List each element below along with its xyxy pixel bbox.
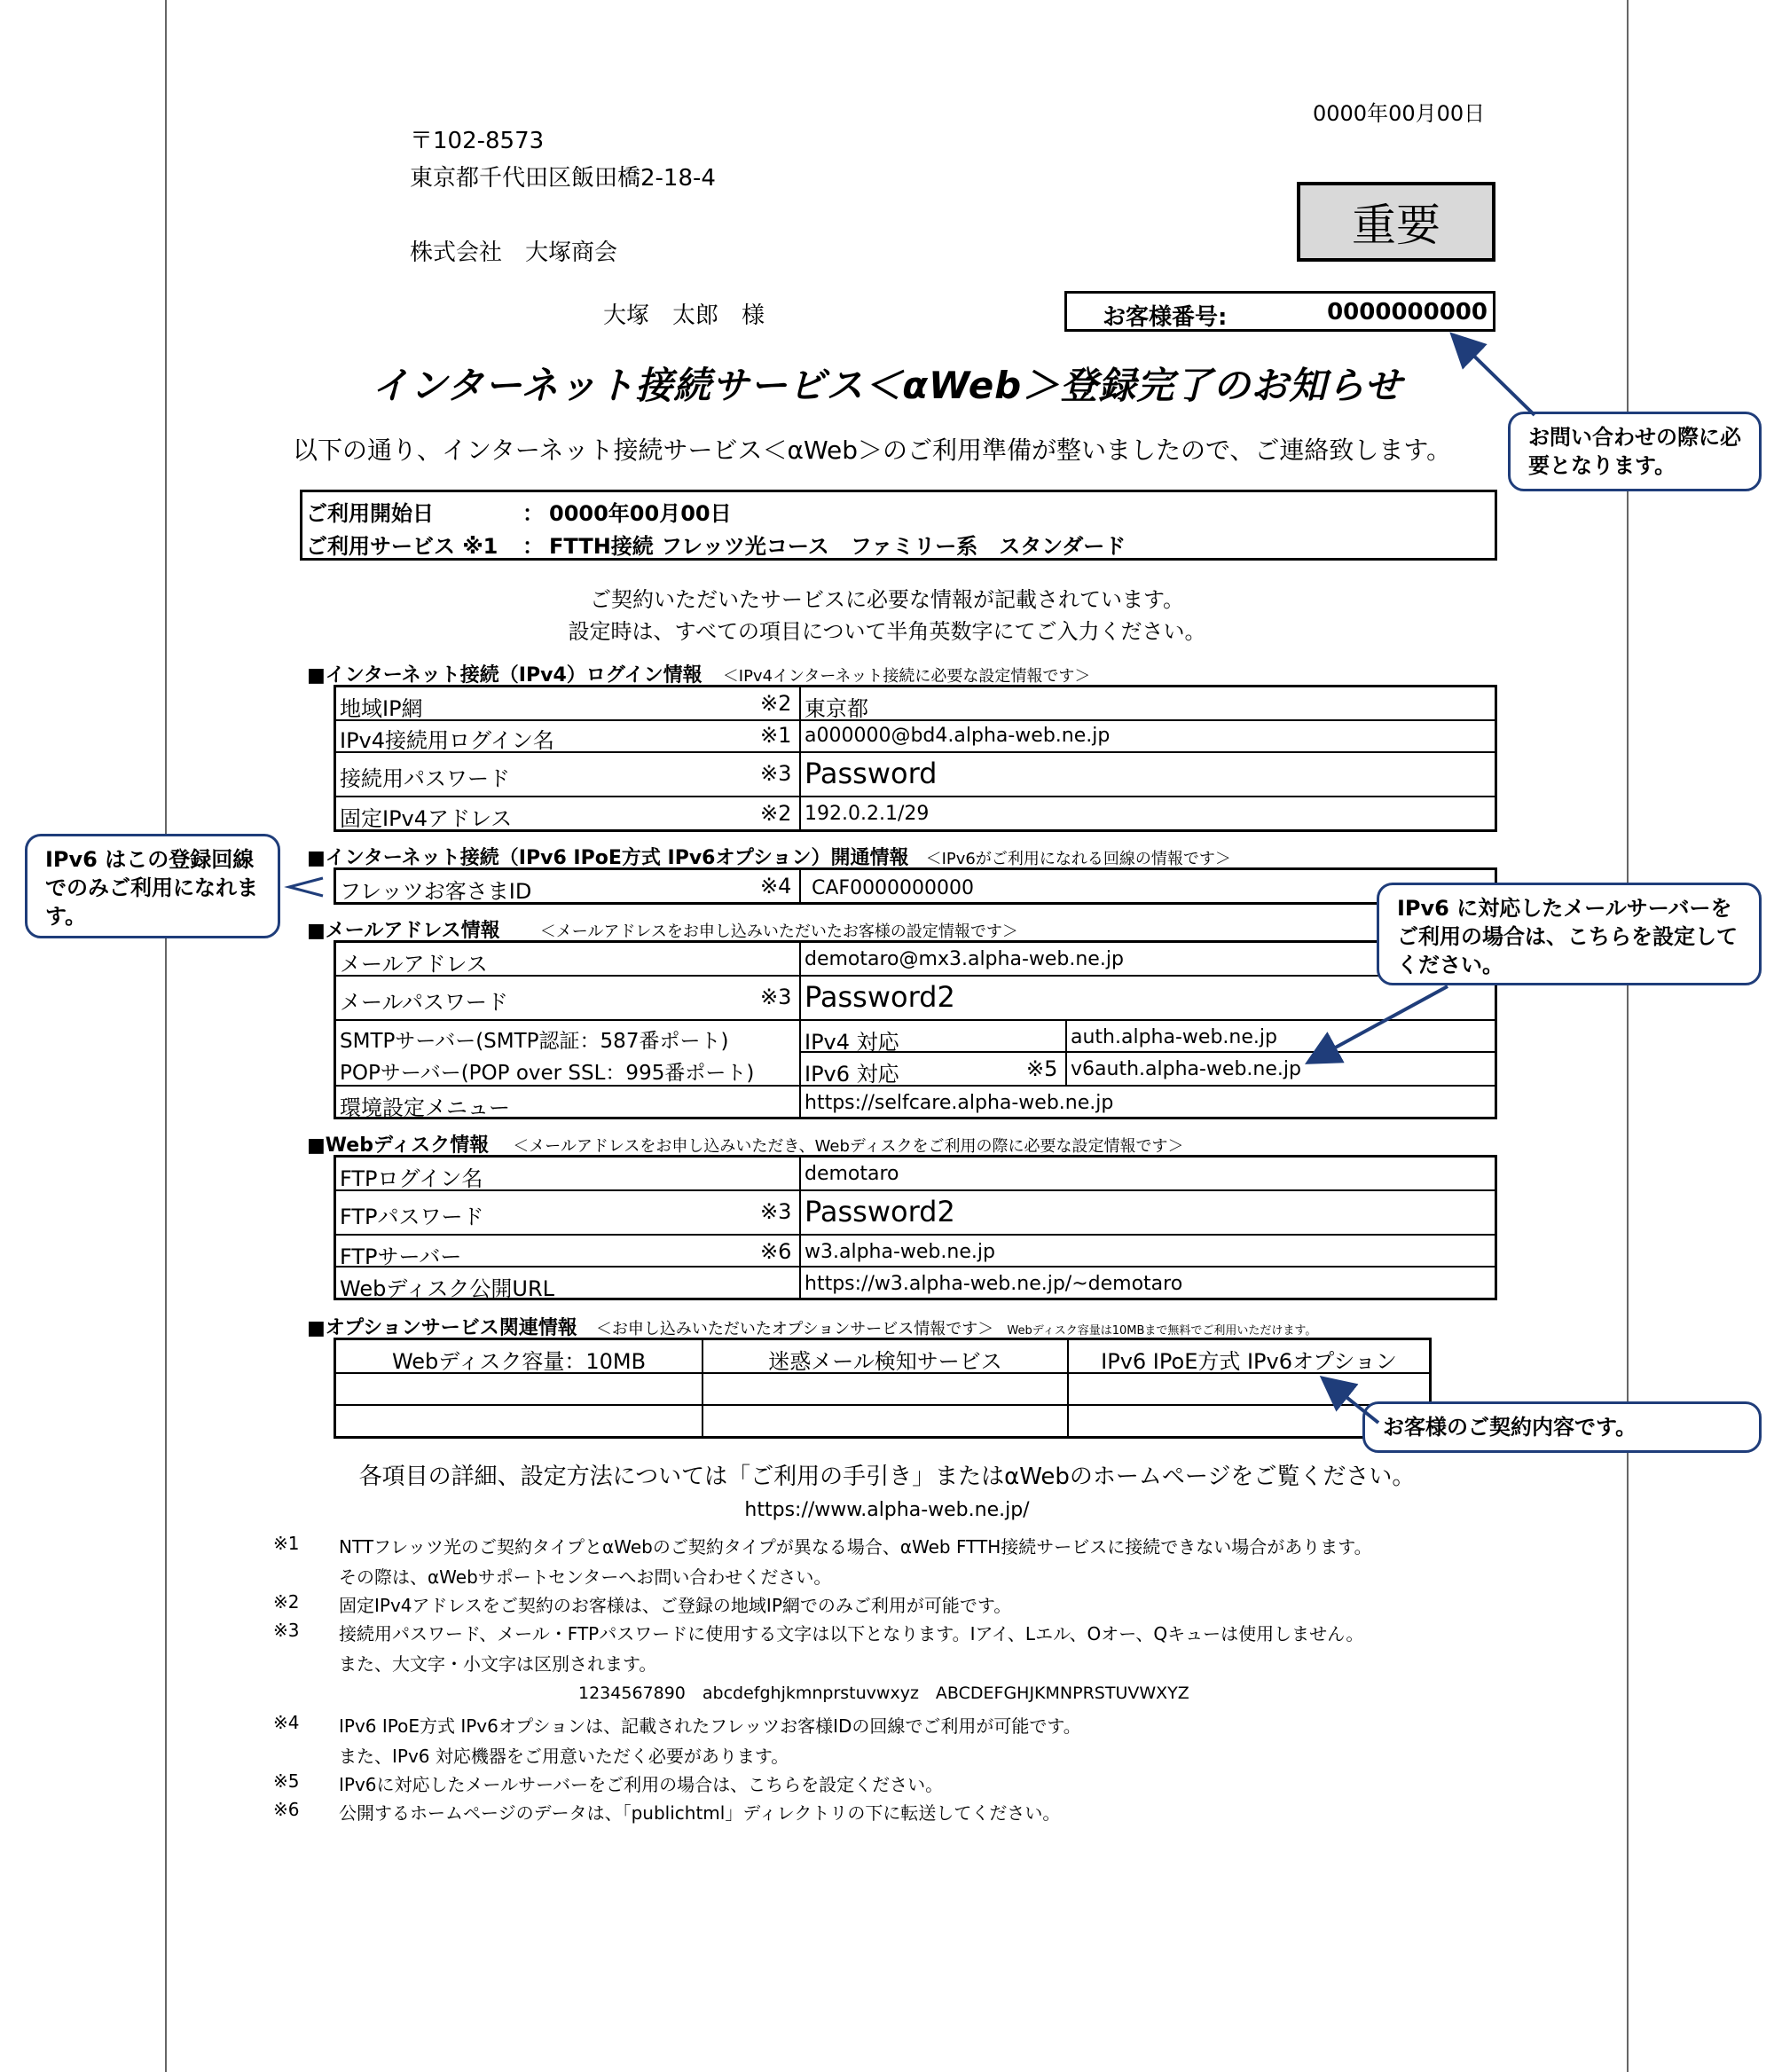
ipv6-heading-sub: ＜IPv6がご利用になれる回線の情報です＞	[925, 850, 1231, 868]
ipv4-table	[334, 685, 1497, 832]
mail-heading-text: ■メールアドレス情報	[307, 920, 500, 942]
password-chars: 1234567890 abcdefghjkmnprstuvwxyz ABCDEFGHJKMNPRSTUVWXYZ	[578, 1684, 1189, 1703]
webdisk-note: ※3	[760, 1199, 792, 1224]
note-line: 接続用パスワード、メール・FTPパスワードに使用する文字は以下となります。Iアイ、Lエル、Oオー、Qキューは使用しません。	[339, 1623, 1364, 1644]
mail-table	[334, 940, 1497, 1119]
note-line: その際は、αWebサポートセンターへお問い合わせください。	[339, 1566, 832, 1588]
ipv6-server-value: v6auth.alpha-web.ne.jp	[1071, 1058, 1301, 1080]
option-heading	[307, 1313, 1316, 1340]
start-date-value: 0000年00月00日	[549, 501, 732, 526]
ipv4-value: a000000@bd4.alpha-web.ne.jp	[805, 725, 1111, 747]
mail-password-label: メールパスワード	[340, 990, 508, 1015]
customer-number-value: 0000000000	[1327, 299, 1487, 326]
webdisk-heading-sub: ＜メールアドレスをお申し込みいただき、Webディスクをご利用の際に必要な設定情報です＞	[513, 1137, 1184, 1156]
ipv4-value: Password	[805, 757, 938, 790]
ipv6-heading	[307, 843, 1231, 870]
mail-password-value: Password2	[805, 980, 955, 1014]
note-mark: ※3	[273, 1620, 300, 1641]
webdisk-label: Webディスク公開URL	[340, 1276, 555, 1301]
ipv4-heading-text: ■インターネット接続（IPv4）ログイン情報	[307, 664, 703, 687]
ipv4-server-label: IPv4 対応	[805, 1030, 899, 1055]
ipv4-heading-sub: ＜IPv4インターネット接続に必要な設定情報です＞	[722, 667, 1091, 686]
ipv6-label: フレッツお客さまID	[340, 879, 532, 904]
webdisk-label: FTPサーバー	[340, 1244, 462, 1269]
ipv4-label: 接続用パスワード	[340, 766, 510, 791]
postal-code: 〒102-8573	[410, 128, 545, 154]
detail-text: 各項目の詳細、設定方法については「ご利用の手引き」またはαWebのホームページをご覧ください。	[358, 1464, 1416, 1490]
document-title: インターネット接続サービス＜αWeb＞登録完了のお知らせ	[371, 364, 1402, 407]
notice-line-2: 設定時は、すべての項目について半角英数字にてご入力ください。	[568, 619, 1206, 644]
mail-address-label: メールアドレス	[340, 952, 488, 977]
webdisk-table	[334, 1155, 1497, 1300]
recipient-name: 大塚 太郎 様	[603, 302, 765, 329]
note-line: NTTフレッツ光のご契約タイプとαWebのご契約タイプが異なる場合、αWeb FTTH接続サービスに接続できない場合があります。	[339, 1536, 1372, 1558]
mail-password-note: ※3	[760, 985, 792, 1009]
mail-heading-sub: ＜メールアドレスをお申し込みいただいたお客様の設定情報です＞	[539, 922, 1018, 941]
ipv6-server-label: IPv6 対応	[805, 1062, 899, 1087]
option-col-spam: 迷惑メール検知サービス	[768, 1349, 1002, 1374]
ipv4-server-value: auth.alpha-web.ne.jp	[1071, 1026, 1277, 1048]
ipv4-label: 地域IP網	[340, 696, 423, 721]
webdisk-label: FTPパスワード	[340, 1205, 484, 1229]
callout-ipv6-mail: IPv6 に対応したメールサーバーをご利用の場合は、こちらを設定してください。	[1377, 883, 1762, 985]
note-mark: ※6	[273, 1799, 300, 1820]
note-line: 固定IPv4アドレスをご契約のお客様は、ご登録の地域IP網でのみご利用が可能です。	[339, 1595, 1012, 1616]
ipv4-value: 東京都	[805, 696, 868, 721]
note-mark: ※2	[273, 1591, 300, 1613]
webdisk-value: demotaro	[805, 1163, 899, 1185]
ipv4-note: ※1	[760, 723, 792, 748]
note-line: 公開するホームページのデータは、「publichtml」ディレクトリの下に転送してください。	[339, 1802, 1061, 1824]
service-value: FTTH接続 フレッツ光コース ファミリー系 スタンダード	[549, 534, 1126, 559]
ipv6-table	[334, 867, 1497, 905]
option-table	[334, 1338, 1432, 1439]
webdisk-label: FTPログイン名	[340, 1166, 483, 1191]
ipv4-value: 192.0.2.1/29	[805, 803, 930, 825]
note-mark: ※1	[273, 1533, 300, 1554]
note-line: また、大文字・小文字は区別されます。	[339, 1653, 657, 1675]
ipv4-heading	[307, 660, 1090, 687]
option-heading-sub: ＜お申し込みいただいたオプションサービス情報です＞	[595, 1320, 994, 1338]
webdisk-heading	[307, 1130, 1183, 1158]
service-colon: ：	[522, 534, 544, 559]
ipv4-label: 固定IPv4アドレス	[340, 806, 513, 831]
ipv4-label: IPv4接続用ログイン名	[340, 728, 554, 753]
note-line: IPv6 IPoE方式 IPv6オプションは、記載されたフレッツお客様IDの回線でご利用が可能です。	[339, 1715, 1081, 1737]
smtp-label: SMTPサーバー(SMTP認証：587番ポート)	[340, 1030, 729, 1053]
settings-menu-value: https://selfcare.alpha-web.ne.jp	[805, 1092, 1114, 1114]
important-badge: 重要	[1297, 182, 1495, 262]
note-line: また、IPv6 対応機器をご用意いただく必要があります。	[339, 1746, 789, 1767]
mail-address-value: demotaro@mx3.alpha-web.ne.jp	[805, 948, 1124, 970]
homepage-url[interactable]: https://www.alpha-web.ne.jp/	[744, 1499, 1030, 1521]
option-col-webdisk: Webディスク容量：10MB	[391, 1349, 647, 1374]
callout-ipv6-line: IPv6 はこの登録回線でのみご利用になれます。	[25, 834, 280, 938]
settings-menu-label: 環境設定メニュー	[340, 1095, 510, 1120]
option-heading-note: Webディスク容量は10MBまで無料でご利用いただけます。	[1007, 1324, 1317, 1338]
issue-date: 0000年00月00日	[1313, 101, 1486, 126]
customer-number-label: お客様番号:	[1103, 304, 1228, 331]
webdisk-value: w3.alpha-web.ne.jp	[805, 1241, 995, 1263]
note-mark: ※4	[273, 1712, 300, 1733]
customer-number-box	[1064, 291, 1495, 332]
webdisk-value: https://w3.alpha-web.ne.jp/~demotaro	[805, 1273, 1183, 1295]
mail-heading	[307, 915, 1018, 943]
pop-label: POPサーバー(POP over SSL：995番ポート)	[340, 1062, 755, 1085]
callout-customer-number: お問い合わせの際に必要となります。	[1508, 412, 1762, 491]
callout-contract: お客様のご契約内容です。	[1362, 1401, 1762, 1453]
webdisk-heading-text: ■Webディスク情報	[307, 1134, 490, 1157]
recipient-address: 東京都千代田区飯田橋2-18-4	[410, 165, 716, 192]
recipient-company: 株式会社 大塚商会	[410, 239, 618, 266]
option-heading-text: ■オプションサービス関連情報	[307, 1317, 577, 1339]
start-date-label: ご利用開始日	[306, 501, 434, 526]
start-date-colon: ：	[522, 501, 544, 526]
ipv4-note: ※3	[760, 761, 792, 786]
ipv6-server-note: ※5	[1026, 1056, 1058, 1081]
ipv6-heading-text: ■インターネット接続（IPv6 IPoE方式 IPv6オプション）開通情報	[307, 847, 909, 869]
ipv6-value: CAF0000000000	[812, 877, 975, 899]
option-col-ipv6: IPv6 IPoE方式 IPv6オプション	[1101, 1349, 1397, 1374]
note-mark: ※5	[273, 1770, 300, 1792]
service-label: ご利用サービス ※1	[306, 534, 498, 559]
ipv6-note: ※4	[760, 874, 792, 899]
webdisk-value: Password2	[805, 1195, 955, 1228]
intro-text: 以下の通り、インターネット接続サービス＜αWeb＞のご利用準備が整いましたので、ご連絡致します。	[293, 436, 1452, 465]
webdisk-note: ※6	[760, 1239, 792, 1264]
ipv4-note: ※2	[760, 691, 792, 716]
ipv4-note: ※2	[760, 801, 792, 826]
service-box	[300, 490, 1497, 561]
note-line: IPv6に対応したメールサーバーをご利用の場合は、こちらを設定ください。	[339, 1774, 944, 1795]
notice-line-1: ご契約いただいたサービスに必要な情報が記載されています。	[589, 587, 1185, 612]
